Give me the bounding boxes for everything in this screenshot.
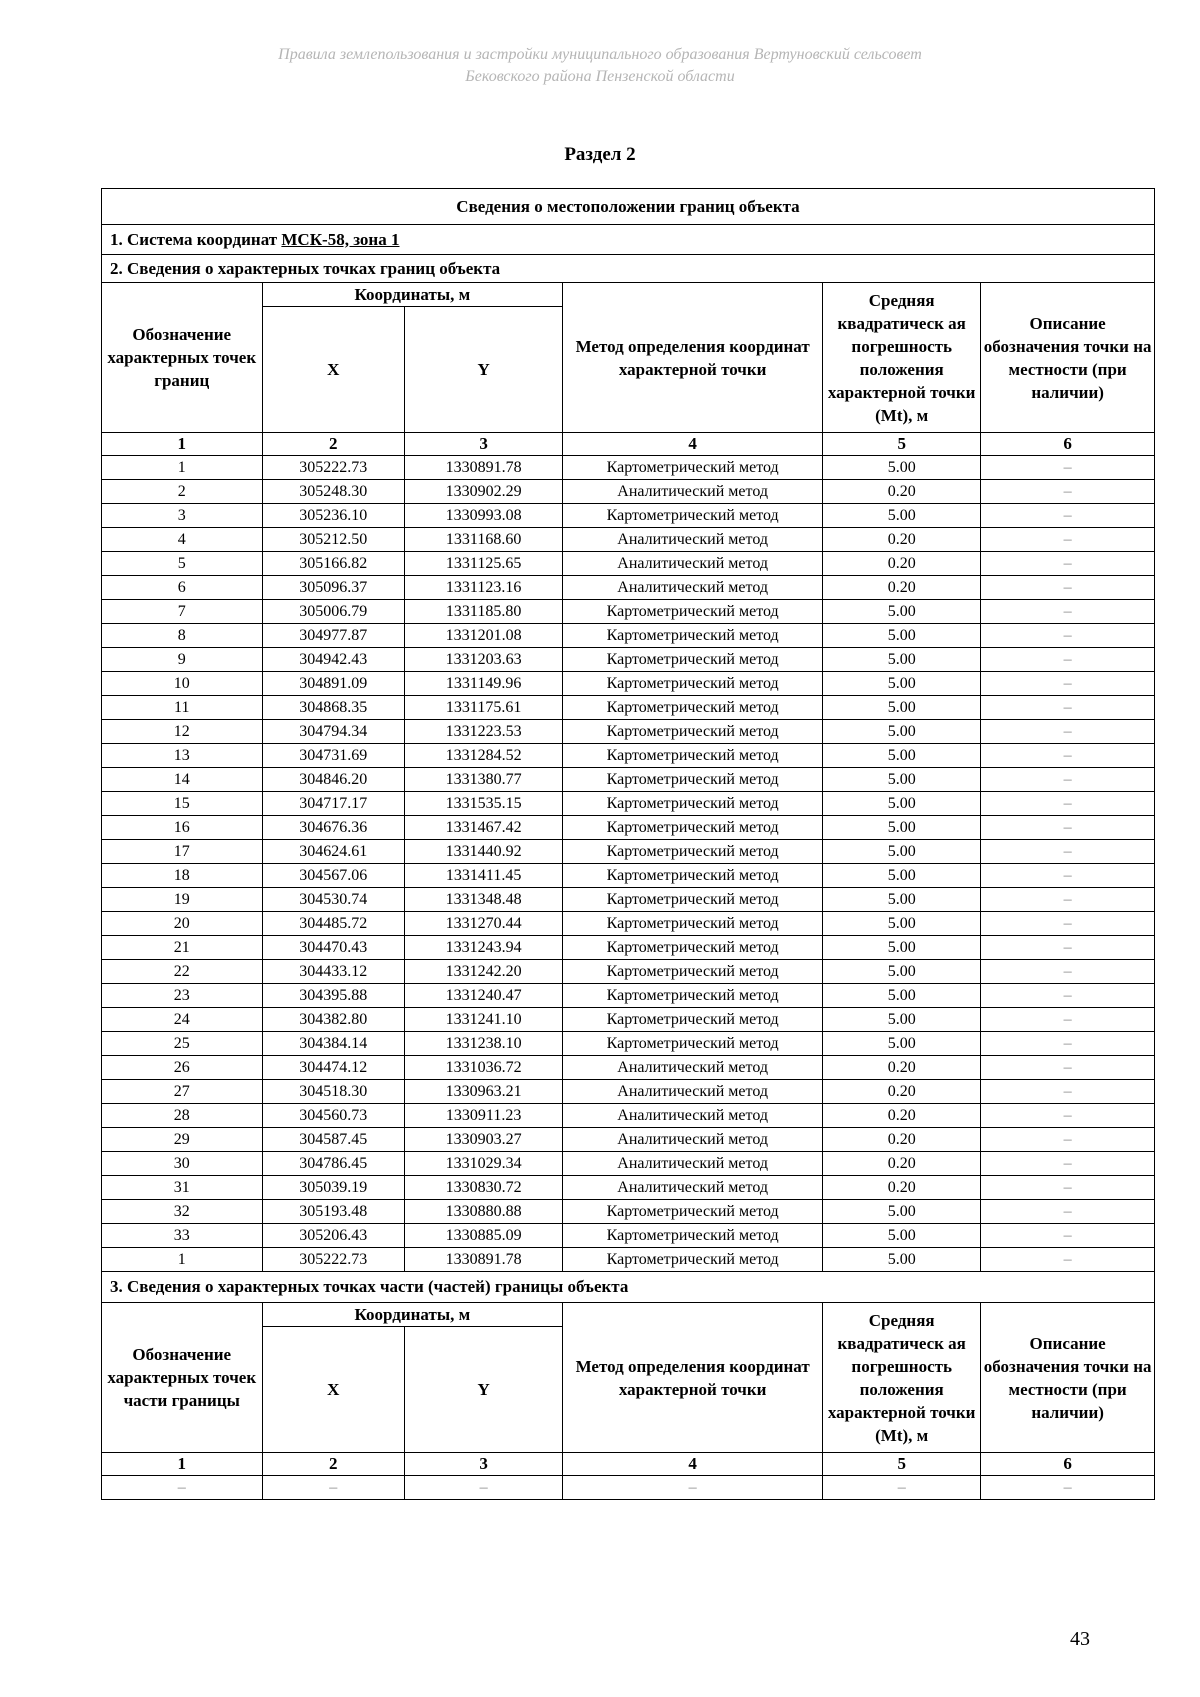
- cell-x: 304977.87: [262, 624, 405, 648]
- cell-method: Картометрический метод: [563, 600, 823, 624]
- cell-point-number: 31: [102, 1176, 263, 1200]
- cell-point-number: –: [102, 1476, 263, 1500]
- cell-mse: –: [823, 1476, 981, 1500]
- cell-y: 1331270.44: [405, 912, 563, 936]
- cell-description: –: [981, 1248, 1155, 1272]
- cell-mse: 5.00: [823, 624, 981, 648]
- cell-mse: 5.00: [823, 720, 981, 744]
- table-row: [102, 600, 1155, 624]
- column-number: 2: [262, 1453, 405, 1476]
- cell-mse: 0.20: [823, 1128, 981, 1152]
- table-row: [102, 504, 1155, 528]
- cell-point-number: 3: [102, 504, 263, 528]
- cell-description: –: [981, 600, 1155, 624]
- table-row: [102, 1152, 1155, 1176]
- cell-description: –: [981, 1056, 1155, 1080]
- cell-y: 1330830.72: [405, 1176, 563, 1200]
- cell-method: Аналитический метод: [563, 528, 823, 552]
- table-title: Сведения о местоположении границ объекта: [102, 189, 1155, 225]
- cell-y: 1331380.77: [405, 768, 563, 792]
- cell-mse: 0.20: [823, 1080, 981, 1104]
- cell-x: 304846.20: [262, 768, 405, 792]
- cell-description: –: [981, 864, 1155, 888]
- cell-mse: 5.00: [823, 600, 981, 624]
- cell-description: –: [981, 792, 1155, 816]
- cell-x: –: [262, 1476, 405, 1500]
- table-row: [102, 1104, 1155, 1128]
- cell-mse: 5.00: [823, 792, 981, 816]
- cell-mse: 5.00: [823, 744, 981, 768]
- cell-point-number: 1: [102, 1248, 263, 1272]
- cell-y: 1331411.45: [405, 864, 563, 888]
- cell-method: Картометрический метод: [563, 840, 823, 864]
- cell-mse: 5.00: [823, 504, 981, 528]
- table-row: [102, 672, 1155, 696]
- cell-y: 1331223.53: [405, 720, 563, 744]
- cell-x: 305212.50: [262, 528, 405, 552]
- cell-method: Аналитический метод: [563, 576, 823, 600]
- cell-method: Аналитический метод: [563, 1128, 823, 1152]
- header-mse-part: Средняя квадратическ ая погрешность положения характерной точки (Mt), м: [823, 1303, 981, 1453]
- cell-point-number: 4: [102, 528, 263, 552]
- coord-system: [102, 225, 1155, 255]
- table-row: [102, 768, 1155, 792]
- header-y-part: Y: [405, 1327, 563, 1453]
- cell-description: –: [981, 1476, 1155, 1500]
- cell-y: 1331036.72: [405, 1056, 563, 1080]
- cell-description: –: [981, 528, 1155, 552]
- cell-y: 1330963.21: [405, 1080, 563, 1104]
- cell-description: –: [981, 936, 1155, 960]
- part3-title: 3. Сведения о характерных точках части (частей) границы объекта: [102, 1272, 1155, 1303]
- cell-point-number: 14: [102, 768, 263, 792]
- header-mse: Средняя квадратическ ая погрешность положения характерной точки (Mt), м: [823, 283, 981, 433]
- header-designation: Обозначение характерных точек границ: [102, 283, 263, 433]
- table-row: [102, 744, 1155, 768]
- column-number: 3: [405, 1453, 563, 1476]
- cell-point-number: 23: [102, 984, 263, 1008]
- cell-description: –: [981, 816, 1155, 840]
- cell-method: Картометрический метод: [563, 768, 823, 792]
- cell-mse: 5.00: [823, 1032, 981, 1056]
- cell-method: Картометрический метод: [563, 744, 823, 768]
- cell-point-number: 10: [102, 672, 263, 696]
- column-number: 1: [102, 1453, 263, 1476]
- cell-point-number: 1: [102, 456, 263, 480]
- cell-mse: 0.20: [823, 1104, 981, 1128]
- cell-method: Картометрический метод: [563, 624, 823, 648]
- cell-method: Картометрический метод: [563, 912, 823, 936]
- cell-method: Аналитический метод: [563, 1176, 823, 1200]
- cell-mse: 5.00: [823, 840, 981, 864]
- cell-description: –: [981, 1200, 1155, 1224]
- cell-mse: 0.20: [823, 552, 981, 576]
- cell-y: 1331240.47: [405, 984, 563, 1008]
- cell-x: 304384.14: [262, 1032, 405, 1056]
- cell-x: 304891.09: [262, 672, 405, 696]
- cell-x: 304587.45: [262, 1128, 405, 1152]
- cell-method: Картометрический метод: [563, 696, 823, 720]
- cell-y: 1331185.80: [405, 600, 563, 624]
- cell-point-number: 9: [102, 648, 263, 672]
- cell-description: –: [981, 720, 1155, 744]
- cell-x: 304676.36: [262, 816, 405, 840]
- cell-mse: 5.00: [823, 984, 981, 1008]
- cell-point-number: 33: [102, 1224, 263, 1248]
- column-number: 5: [823, 1453, 981, 1476]
- cell-mse: 0.20: [823, 1176, 981, 1200]
- header-designation-part: Обозначение характерных точек части границы: [102, 1303, 263, 1453]
- cell-y: 1331123.16: [405, 576, 563, 600]
- table-row: [102, 576, 1155, 600]
- cell-x: 304942.43: [262, 648, 405, 672]
- table-row: [102, 792, 1155, 816]
- cell-point-number: 17: [102, 840, 263, 864]
- cell-description: –: [981, 648, 1155, 672]
- cell-point-number: 24: [102, 1008, 263, 1032]
- cell-x: 305096.37: [262, 576, 405, 600]
- table-row: [102, 1080, 1155, 1104]
- cell-method: Аналитический метод: [563, 552, 823, 576]
- cell-y: 1331238.10: [405, 1032, 563, 1056]
- table-row: [102, 528, 1155, 552]
- cell-y: 1331125.65: [405, 552, 563, 576]
- cell-x: 304868.35: [262, 696, 405, 720]
- header-description: Описание обозначения точки на местности (при наличии): [981, 283, 1155, 433]
- cell-mse: 0.20: [823, 480, 981, 504]
- cell-point-number: 12: [102, 720, 263, 744]
- table-row: [102, 648, 1155, 672]
- cell-description: –: [981, 552, 1155, 576]
- cell-point-number: 19: [102, 888, 263, 912]
- cell-y: 1330902.29: [405, 480, 563, 504]
- section-title: Раздел 2: [564, 144, 636, 165]
- cell-x: 304786.45: [262, 1152, 405, 1176]
- cell-y: 1330903.27: [405, 1128, 563, 1152]
- cell-description: –: [981, 1032, 1155, 1056]
- cell-mse: 0.20: [823, 1056, 981, 1080]
- cell-point-number: 32: [102, 1200, 263, 1224]
- cell-description: –: [981, 1008, 1155, 1032]
- column-number: 1: [102, 433, 263, 456]
- cell-x: 304530.74: [262, 888, 405, 912]
- cell-point-number: 29: [102, 1128, 263, 1152]
- cell-method: Картометрический метод: [563, 1008, 823, 1032]
- column-number: 2: [262, 433, 405, 456]
- cell-x: 304470.43: [262, 936, 405, 960]
- cell-mse: 5.00: [823, 936, 981, 960]
- header-description-part: Описание обозначения точки на местности (при наличии): [981, 1303, 1155, 1453]
- table-row: [102, 984, 1155, 1008]
- cell-description: –: [981, 1080, 1155, 1104]
- cell-mse: 5.00: [823, 864, 981, 888]
- coord-system-label: 1. Система координат: [110, 229, 282, 249]
- cell-method: Аналитический метод: [563, 1080, 823, 1104]
- cell-mse: 0.20: [823, 576, 981, 600]
- cell-x: 304433.12: [262, 960, 405, 984]
- cell-description: –: [981, 696, 1155, 720]
- table-row: [102, 864, 1155, 888]
- header-coordinates-part: Координаты, м: [262, 1303, 563, 1327]
- cell-mse: 5.00: [823, 1200, 981, 1224]
- coord-system-value: МСК-58, зона 1: [281, 229, 400, 249]
- part2-title: 2. Сведения о характерных точках границ объекта: [102, 255, 1155, 283]
- cell-description: –: [981, 1104, 1155, 1128]
- table-row: [102, 1056, 1155, 1080]
- cell-y: 1331535.15: [405, 792, 563, 816]
- cell-y: 1331201.08: [405, 624, 563, 648]
- cell-description: –: [981, 1176, 1155, 1200]
- cell-method: Картометрический метод: [563, 648, 823, 672]
- cell-point-number: 8: [102, 624, 263, 648]
- cell-description: –: [981, 768, 1155, 792]
- cell-description: –: [981, 576, 1155, 600]
- cell-y: 1331284.52: [405, 744, 563, 768]
- table-row: [102, 1224, 1155, 1248]
- table-row: [102, 1176, 1155, 1200]
- cell-method: –: [563, 1476, 823, 1500]
- cell-point-number: 11: [102, 696, 263, 720]
- column-number: 6: [981, 1453, 1155, 1476]
- cell-y: 1331242.20: [405, 960, 563, 984]
- cell-y: 1331168.60: [405, 528, 563, 552]
- cell-x: 304560.73: [262, 1104, 405, 1128]
- cell-method: Картометрический метод: [563, 792, 823, 816]
- cell-x: 305206.43: [262, 1224, 405, 1248]
- cell-mse: 5.00: [823, 960, 981, 984]
- table-row: [102, 624, 1155, 648]
- cell-y: 1330891.78: [405, 456, 563, 480]
- cell-mse: 5.00: [823, 768, 981, 792]
- table-row-part: [102, 1476, 1155, 1500]
- cell-point-number: 2: [102, 480, 263, 504]
- cell-description: –: [981, 480, 1155, 504]
- cell-point-number: 13: [102, 744, 263, 768]
- cell-x: 305166.82: [262, 552, 405, 576]
- cell-y: 1331467.42: [405, 816, 563, 840]
- running-header-line-2: Бековского района Пензенской области: [465, 68, 735, 85]
- cell-point-number: 30: [102, 1152, 263, 1176]
- cell-mse: 5.00: [823, 888, 981, 912]
- cell-point-number: 6: [102, 576, 263, 600]
- column-number: 5: [823, 433, 981, 456]
- cell-description: –: [981, 1224, 1155, 1248]
- column-number: 6: [981, 433, 1155, 456]
- cell-description: –: [981, 888, 1155, 912]
- cell-y: 1331175.61: [405, 696, 563, 720]
- cell-x: 304794.34: [262, 720, 405, 744]
- table-row: [102, 1032, 1155, 1056]
- cell-point-number: 22: [102, 960, 263, 984]
- cell-method: Картометрический метод: [563, 864, 823, 888]
- cell-x: 305006.79: [262, 600, 405, 624]
- cell-point-number: 28: [102, 1104, 263, 1128]
- cell-description: –: [981, 624, 1155, 648]
- cell-point-number: 16: [102, 816, 263, 840]
- cell-description: –: [981, 984, 1155, 1008]
- cell-mse: 5.00: [823, 648, 981, 672]
- table-row: [102, 912, 1155, 936]
- cell-description: –: [981, 504, 1155, 528]
- cell-mse: 5.00: [823, 912, 981, 936]
- table-row: [102, 480, 1155, 504]
- cell-x: 304382.80: [262, 1008, 405, 1032]
- cell-description: –: [981, 744, 1155, 768]
- header-y: Y: [405, 307, 563, 433]
- cell-method: Картометрический метод: [563, 1224, 823, 1248]
- table-row: [102, 816, 1155, 840]
- cell-x: 305193.48: [262, 1200, 405, 1224]
- cell-mse: 5.00: [823, 1224, 981, 1248]
- cell-x: 304518.30: [262, 1080, 405, 1104]
- table-row: [102, 720, 1155, 744]
- column-number: 3: [405, 433, 563, 456]
- cell-method: Картометрический метод: [563, 936, 823, 960]
- cell-point-number: 15: [102, 792, 263, 816]
- cell-x: 304395.88: [262, 984, 405, 1008]
- header-method: Метод определения координат характерной точки: [563, 283, 823, 433]
- cell-x: 304485.72: [262, 912, 405, 936]
- cell-y: 1331149.96: [405, 672, 563, 696]
- cell-mse: 5.00: [823, 696, 981, 720]
- cell-method: Аналитический метод: [563, 1152, 823, 1176]
- cell-method: Аналитический метод: [563, 1056, 823, 1080]
- boundary-table: [101, 188, 1155, 1500]
- cell-x: 304474.12: [262, 1056, 405, 1080]
- cell-method: Картометрический метод: [563, 888, 823, 912]
- cell-mse: 5.00: [823, 816, 981, 840]
- column-numbers-row-part: [102, 1453, 1155, 1476]
- cell-y: 1330885.09: [405, 1224, 563, 1248]
- cell-x: 304717.17: [262, 792, 405, 816]
- cell-method: Картометрический метод: [563, 1248, 823, 1272]
- cell-mse: 5.00: [823, 1008, 981, 1032]
- cell-point-number: 5: [102, 552, 263, 576]
- cell-mse: 5.00: [823, 1248, 981, 1272]
- column-number: 4: [563, 1453, 823, 1476]
- table-row: [102, 840, 1155, 864]
- column-numbers-row: [102, 433, 1155, 456]
- cell-y: –: [405, 1476, 563, 1500]
- cell-description: –: [981, 456, 1155, 480]
- cell-mse: 5.00: [823, 456, 981, 480]
- cell-description: –: [981, 672, 1155, 696]
- cell-y: 1331203.63: [405, 648, 563, 672]
- cell-y: 1331243.94: [405, 936, 563, 960]
- table-row: [102, 888, 1155, 912]
- table-row: [102, 1008, 1155, 1032]
- header-method-part: Метод определения координат характерной точки: [563, 1303, 823, 1453]
- cell-point-number: 18: [102, 864, 263, 888]
- cell-method: Картометрический метод: [563, 504, 823, 528]
- cell-method: Аналитический метод: [563, 1104, 823, 1128]
- table-row: [102, 936, 1155, 960]
- cell-mse: 5.00: [823, 672, 981, 696]
- cell-x: 305039.19: [262, 1176, 405, 1200]
- cell-point-number: 21: [102, 936, 263, 960]
- cell-x: 304624.61: [262, 840, 405, 864]
- table-row: [102, 1200, 1155, 1224]
- header-x: X: [262, 307, 405, 433]
- cell-description: –: [981, 1152, 1155, 1176]
- cell-point-number: 26: [102, 1056, 263, 1080]
- cell-method: Картометрический метод: [563, 672, 823, 696]
- table-row: [102, 552, 1155, 576]
- cell-method: Аналитический метод: [563, 480, 823, 504]
- cell-description: –: [981, 1128, 1155, 1152]
- cell-y: 1330911.23: [405, 1104, 563, 1128]
- cell-y: 1331348.48: [405, 888, 563, 912]
- running-header-line-1: Правила землепользования и застройки муниципального образования Вертуновский сельсовет: [278, 46, 922, 63]
- table-row: [102, 960, 1155, 984]
- cell-point-number: 25: [102, 1032, 263, 1056]
- cell-x: 305236.10: [262, 504, 405, 528]
- table-row: [102, 456, 1155, 480]
- cell-point-number: 7: [102, 600, 263, 624]
- cell-y: 1330891.78: [405, 1248, 563, 1272]
- header-coordinates: Координаты, м: [262, 283, 563, 307]
- cell-description: –: [981, 840, 1155, 864]
- table-row: [102, 1128, 1155, 1152]
- cell-point-number: 20: [102, 912, 263, 936]
- cell-y: 1331029.34: [405, 1152, 563, 1176]
- cell-mse: 0.20: [823, 1152, 981, 1176]
- cell-x: 304731.69: [262, 744, 405, 768]
- cell-y: 1331241.10: [405, 1008, 563, 1032]
- cell-x: 305222.73: [262, 1248, 405, 1272]
- cell-x: 305222.73: [262, 456, 405, 480]
- cell-mse: 0.20: [823, 528, 981, 552]
- cell-y: 1330993.08: [405, 504, 563, 528]
- table-row: [102, 1248, 1155, 1272]
- cell-method: Картометрический метод: [563, 1200, 823, 1224]
- cell-method: Картометрический метод: [563, 1032, 823, 1056]
- table-row: [102, 696, 1155, 720]
- cell-method: Картометрический метод: [563, 960, 823, 984]
- cell-x: 305248.30: [262, 480, 405, 504]
- cell-x: 304567.06: [262, 864, 405, 888]
- cell-description: –: [981, 912, 1155, 936]
- cell-y: 1330880.88: [405, 1200, 563, 1224]
- cell-point-number: 27: [102, 1080, 263, 1104]
- page-number: 43: [1070, 1628, 1090, 1650]
- cell-description: –: [981, 960, 1155, 984]
- cell-method: Картометрический метод: [563, 984, 823, 1008]
- column-number: 4: [563, 433, 823, 456]
- cell-method: Картометрический метод: [563, 816, 823, 840]
- cell-method: Картометрический метод: [563, 456, 823, 480]
- running-header: [0, 44, 1200, 88]
- header-x-part: X: [262, 1327, 405, 1453]
- cell-y: 1331440.92: [405, 840, 563, 864]
- cell-method: Картометрический метод: [563, 720, 823, 744]
